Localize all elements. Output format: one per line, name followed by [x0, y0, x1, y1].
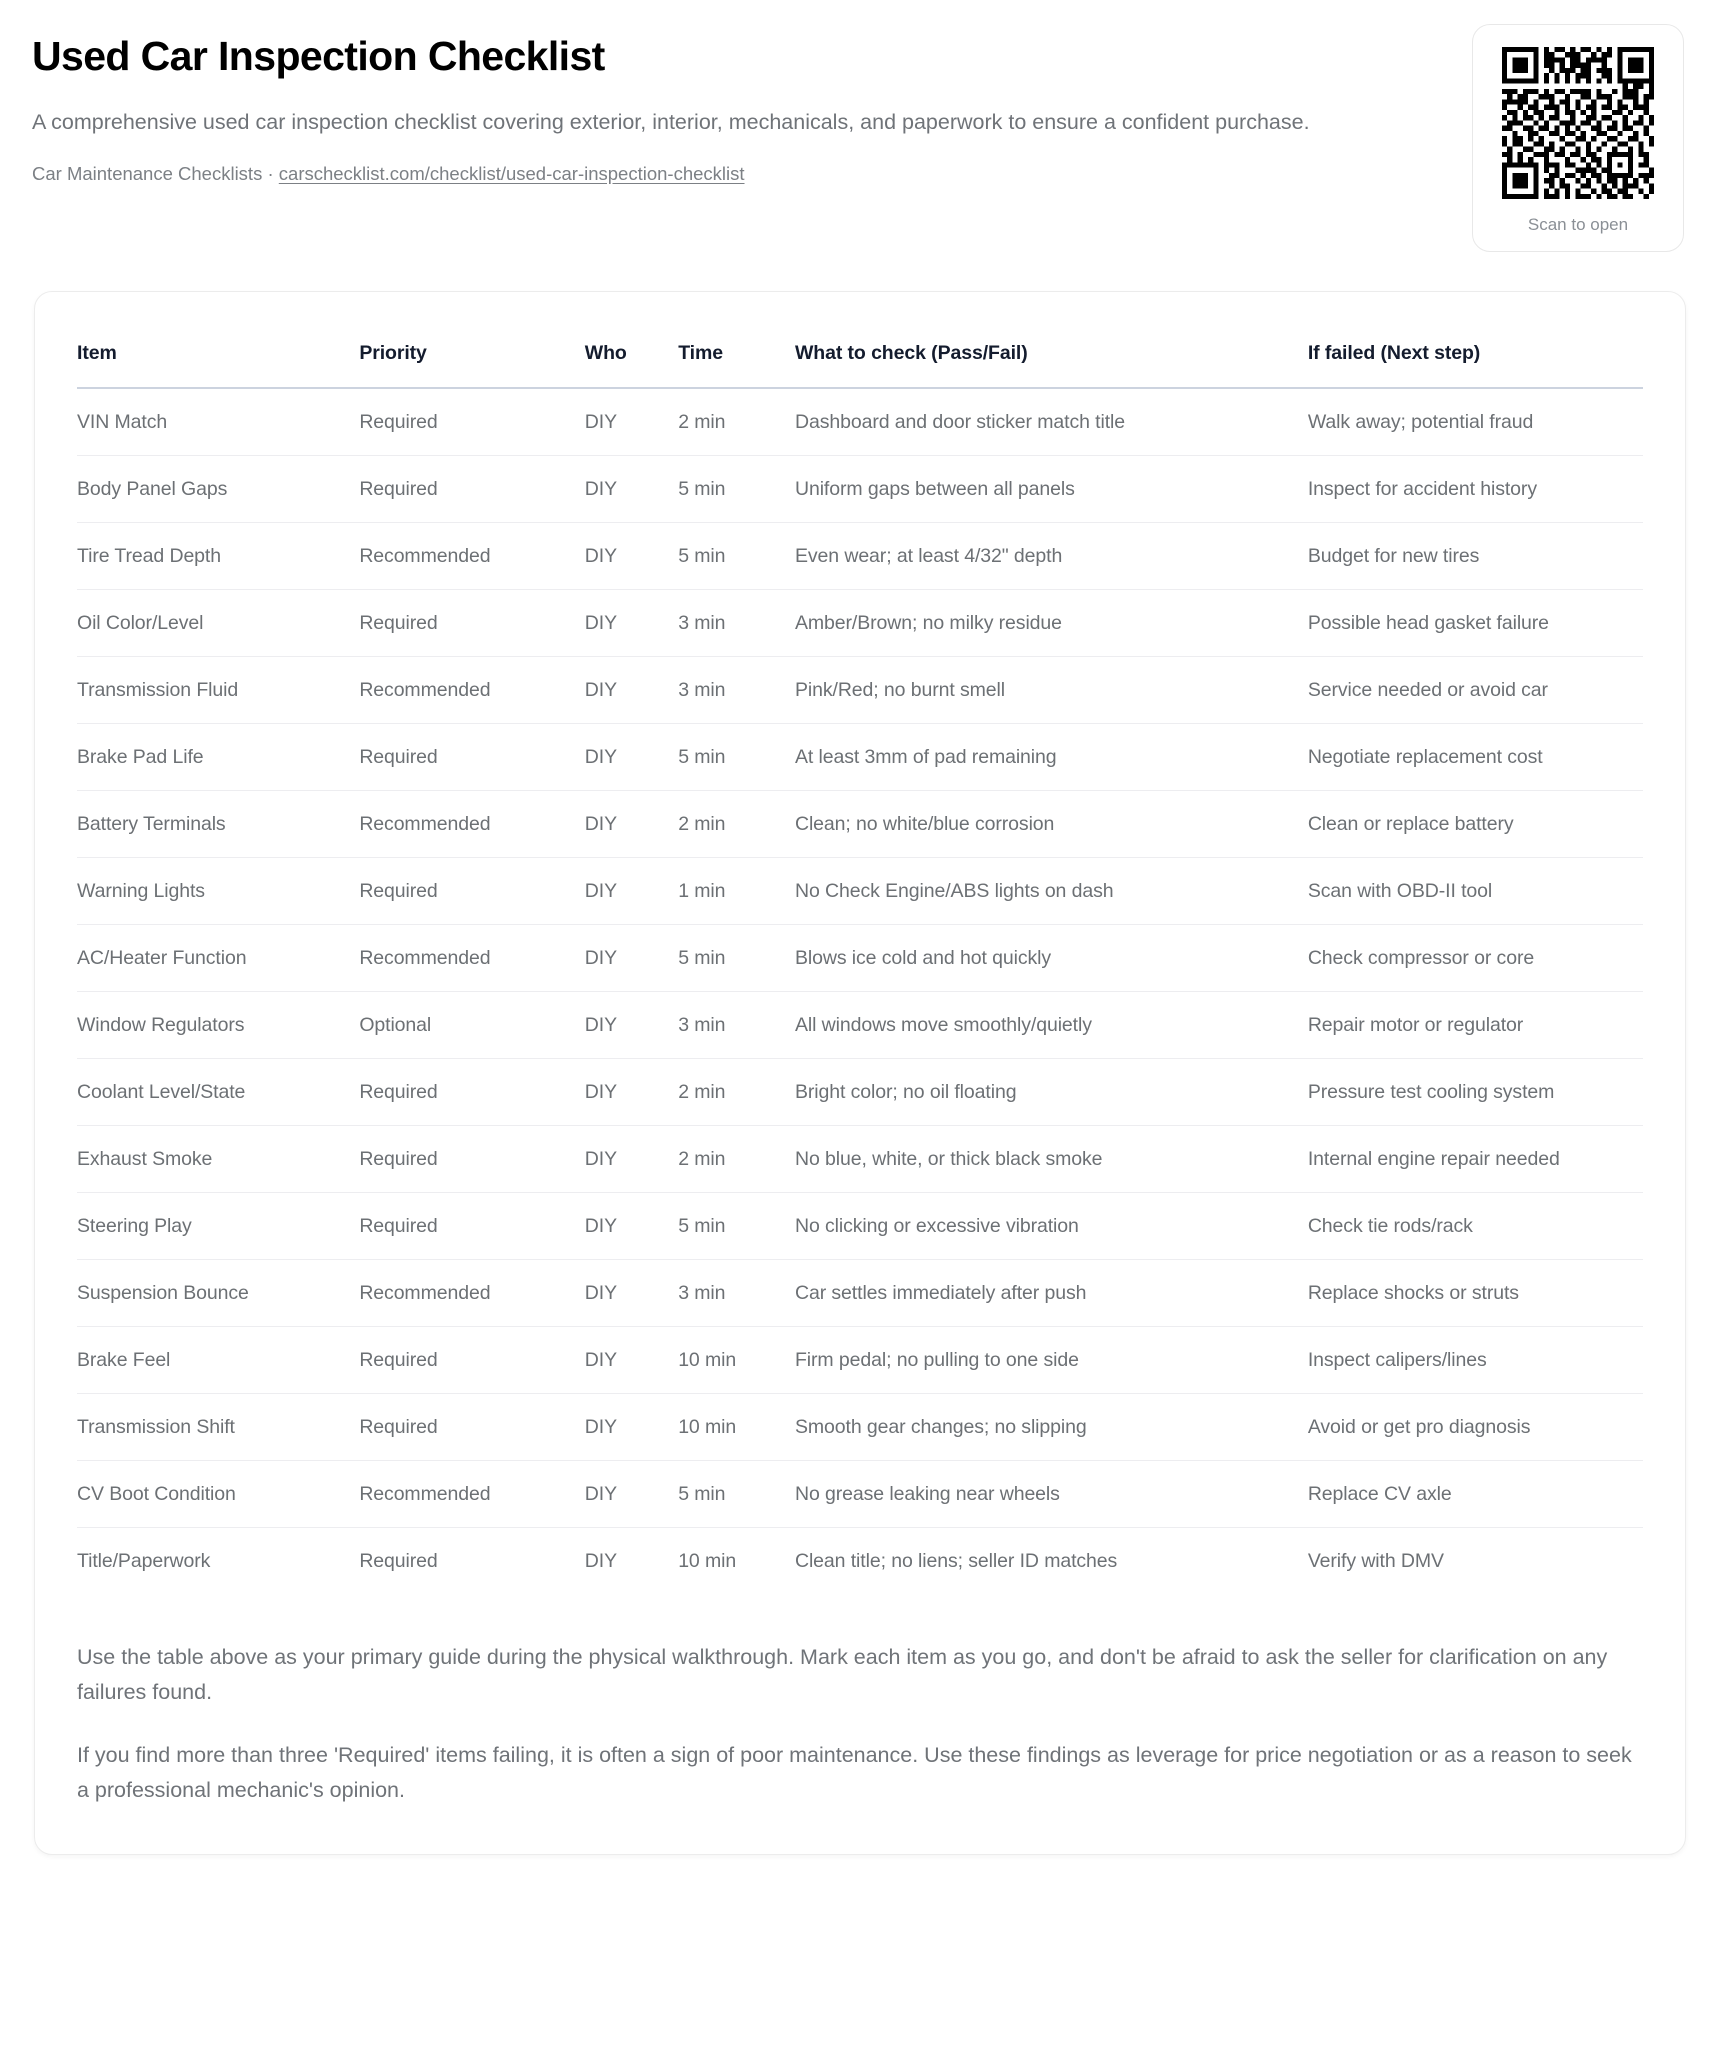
qr-caption: Scan to open [1527, 215, 1629, 234]
cell-time: 2 min [678, 1126, 795, 1193]
cell-item: AC/Heater Function [77, 925, 359, 992]
cell-who: DIY [585, 1461, 678, 1528]
notes-section [77, 1640, 1643, 1807]
column-header-time: Time [678, 336, 795, 388]
cell-if-failed: Verify with DMV [1307, 1550, 1444, 1573]
table-row [77, 724, 1643, 791]
column-header-who: Who [585, 336, 678, 388]
cell-priority: Required [359, 858, 584, 925]
cell-if-failed: Repair motor or regulator [1308, 992, 1643, 1059]
cell-what-to-check: No Check Engine/ABS lights on dash [795, 858, 1308, 925]
cell-priority: Recommended [359, 791, 584, 858]
cell-what-to-check: Even wear; at least 4/32" depth [795, 523, 1308, 590]
cell-item: VIN Match [77, 388, 359, 456]
table-row [77, 992, 1643, 1059]
table-row [77, 1193, 1643, 1260]
cell-what-to-check: All windows move smoothly/quietly [795, 992, 1308, 1059]
cell-item: Steering Play [77, 1193, 359, 1260]
cell-what-to-check: No blue, white, or thick black smoke [795, 1126, 1308, 1193]
cell-who: DIY [585, 858, 678, 925]
cell-if-failed: Pressure test cooling system [1308, 1059, 1643, 1126]
cell-what-to-check: Car settles immediately after push [795, 1260, 1308, 1327]
cell-priority: Optional [359, 992, 584, 1059]
cell-who: DIY [585, 657, 678, 724]
header-text-block [32, 34, 1432, 186]
checklist-card [34, 291, 1686, 1854]
cell-if-failed: Check tie rods/rack [1308, 1193, 1643, 1260]
cell-what-to-check: No clicking or excessive vibration [795, 1193, 1308, 1260]
cell-item: Body Panel Gaps [77, 456, 359, 523]
cell-priority: Required [359, 1059, 584, 1126]
table-row [77, 1394, 1643, 1461]
cell-who: DIY [585, 1327, 678, 1394]
cell-if-failed: Replace shocks or struts [1308, 1260, 1643, 1327]
cell-priority: Required [359, 388, 584, 456]
cell-time: 10 min [678, 1394, 795, 1461]
cell-time: 1 min [678, 858, 795, 925]
cell-item: Window Regulators [77, 992, 359, 1059]
cell-priority: Recommended [359, 523, 584, 590]
cell-time: 10 min [678, 1550, 737, 1573]
cell-time: 3 min [678, 657, 795, 724]
cell-priority: Recommended [359, 1260, 584, 1327]
cell-if-failed: Replace CV axle [1308, 1461, 1643, 1528]
cell-if-failed: Negotiate replacement cost [1308, 724, 1643, 791]
cell-what-to-check: Dashboard and door sticker match title [795, 388, 1308, 456]
table-row [77, 1126, 1643, 1193]
cell-if-failed: Scan with OBD-II tool [1308, 858, 1643, 925]
cell-time: 3 min [678, 1260, 795, 1327]
cell-time: 5 min [678, 523, 795, 590]
cell-time: 2 min [678, 1059, 795, 1126]
page-description: A comprehensive used car inspection checklist covering exterior, interior, mechanicals, and paperwork to ensure a confident purchase. [32, 109, 1310, 134]
cell-item: Coolant Level/State [77, 1059, 359, 1126]
cell-what-to-check: Firm pedal; no pulling to one side [795, 1327, 1308, 1394]
cell-priority: Recommended [359, 1461, 584, 1528]
table-row [77, 1461, 1643, 1528]
table-row [77, 657, 1643, 724]
cell-time: 10 min [678, 1327, 795, 1394]
cell-who: DIY [585, 523, 678, 590]
cell-time: 5 min [678, 925, 795, 992]
cell-priority: Required [359, 1327, 584, 1394]
cell-item: Oil Color/Level [77, 590, 359, 657]
checklist-table [77, 336, 1643, 1594]
cell-item: Title/Paperwork [77, 1550, 211, 1573]
table-row [77, 925, 1643, 992]
cell-if-failed: Internal engine repair needed [1308, 1126, 1643, 1193]
cell-who: DIY [585, 1260, 678, 1327]
cell-priority: Required [359, 724, 584, 791]
cell-what-to-check: No grease leaking near wheels [795, 1461, 1308, 1528]
cell-if-failed: Clean or replace battery [1308, 791, 1643, 858]
cell-time: 3 min [678, 590, 795, 657]
cell-if-failed: Check compressor or core [1308, 925, 1643, 992]
breadcrumb-source: Car Maintenance Checklists [32, 162, 263, 184]
cell-if-failed: Avoid or get pro diagnosis [1308, 1394, 1643, 1461]
qr-code-icon [1502, 47, 1654, 199]
table-row [77, 1260, 1643, 1327]
cell-what-to-check: Clean; no white/blue corrosion [795, 791, 1308, 858]
cell-priority: Required [359, 1550, 438, 1573]
cell-time: 2 min [678, 791, 795, 858]
cell-time: 5 min [678, 1193, 795, 1260]
cell-what-to-check: Bright color; no oil floating [795, 1059, 1308, 1126]
table-head [77, 336, 1643, 388]
cell-who: DIY [585, 1059, 678, 1126]
cell-priority: Required [359, 456, 584, 523]
cell-who: DIY [585, 590, 678, 657]
table-row [77, 388, 1643, 456]
cell-what-to-check: Smooth gear changes; no slipping [795, 1394, 1308, 1461]
cell-what-to-check: Amber/Brown; no milky residue [795, 590, 1308, 657]
cell-priority: Recommended [359, 925, 584, 992]
cell-who: DIY [585, 1126, 678, 1193]
cell-time: 3 min [678, 992, 795, 1059]
cell-time: 5 min [678, 456, 795, 523]
cell-if-failed: Walk away; potential fraud [1308, 388, 1643, 456]
table-header-row [77, 336, 1643, 388]
cell-item: Suspension Bounce [77, 1260, 359, 1327]
cell-item: Transmission Shift [77, 1394, 359, 1461]
cell-if-failed: Inspect calipers/lines [1308, 1327, 1643, 1394]
table-body [77, 388, 1643, 1594]
cell-item: Transmission Fluid [77, 657, 359, 724]
cell-item: Brake Feel [77, 1327, 359, 1394]
cell-item: Warning Lights [77, 858, 359, 925]
cell-item: Brake Pad Life [77, 724, 359, 791]
cell-item: Battery Terminals [77, 791, 359, 858]
cell-item: Exhaust Smoke [77, 1126, 359, 1193]
cell-what-to-check: Pink/Red; no burnt smell [795, 657, 1308, 724]
table-row [77, 456, 1643, 523]
cell-item: Tire Tread Depth [77, 523, 359, 590]
column-header-if-failed: If failed (Next step) [1308, 336, 1643, 388]
breadcrumb [32, 161, 1432, 187]
column-header-what-to-check: What to check (Pass/Fail) [795, 336, 1308, 388]
cell-time: 2 min [678, 388, 795, 456]
cell-who: DIY [585, 1193, 678, 1260]
table-row [77, 858, 1643, 925]
document-header [32, 34, 1696, 252]
cell-who: DIY [584, 1550, 617, 1573]
breadcrumb-separator: · [262, 162, 279, 184]
cell-who: DIY [585, 388, 678, 456]
cell-who: DIY [585, 925, 678, 992]
cell-if-failed: Budget for new tires [1308, 523, 1643, 590]
table-row [77, 590, 1643, 657]
cell-what-to-check: Blows ice cold and hot quickly [795, 925, 1308, 992]
page-title: Used Car Inspection Checklist [32, 33, 605, 79]
cell-who: DIY [585, 724, 678, 791]
cell-if-failed: Service needed or avoid car [1308, 657, 1643, 724]
cell-who: DIY [585, 992, 678, 1059]
column-header-item: Item [77, 336, 359, 388]
table-row [77, 791, 1643, 858]
cell-priority: Required [359, 1126, 584, 1193]
column-header-priority: Priority [359, 336, 584, 388]
cell-priority: Recommended [359, 657, 584, 724]
note-paragraph: Use the table above as your primary guide during the physical walkthrough. Mark each item as you go, and don't be afraid to ask the seller for clarification on any failures found. [77, 1645, 1608, 1705]
table-row [77, 1528, 1643, 1595]
table-row [77, 523, 1643, 590]
cell-priority: Required [359, 1193, 584, 1260]
cell-time: 5 min [678, 724, 795, 791]
cell-priority: Required [359, 1394, 584, 1461]
table-row [77, 1059, 1643, 1126]
cell-time: 5 min [678, 1461, 795, 1528]
cell-who: DIY [585, 456, 678, 523]
cell-item: CV Boot Condition [77, 1461, 359, 1528]
cell-if-failed: Possible head gasket failure [1308, 590, 1643, 657]
qr-card[interactable] [1472, 24, 1684, 252]
cell-what-to-check: At least 3mm of pad remaining [795, 724, 1308, 791]
source-url-link[interactable]: carschecklist.com/checklist/used-car-inspection-checklist [278, 162, 745, 184]
cell-what-to-check: Clean title; no liens; seller ID matches [794, 1550, 1118, 1573]
cell-if-failed: Inspect for accident history [1308, 456, 1643, 523]
cell-what-to-check: Uniform gaps between all panels [795, 456, 1308, 523]
cell-who: DIY [585, 791, 678, 858]
table-row [77, 1327, 1643, 1394]
note-paragraph: If you find more than three 'Required' items failing, it is often a sign of poor maintenance. Use these findings as leverage for price negotiation or as a reason to seek a professional mechanic's opinion. [77, 1743, 1632, 1802]
cell-who: DIY [585, 1394, 678, 1461]
cell-priority: Required [359, 590, 584, 657]
